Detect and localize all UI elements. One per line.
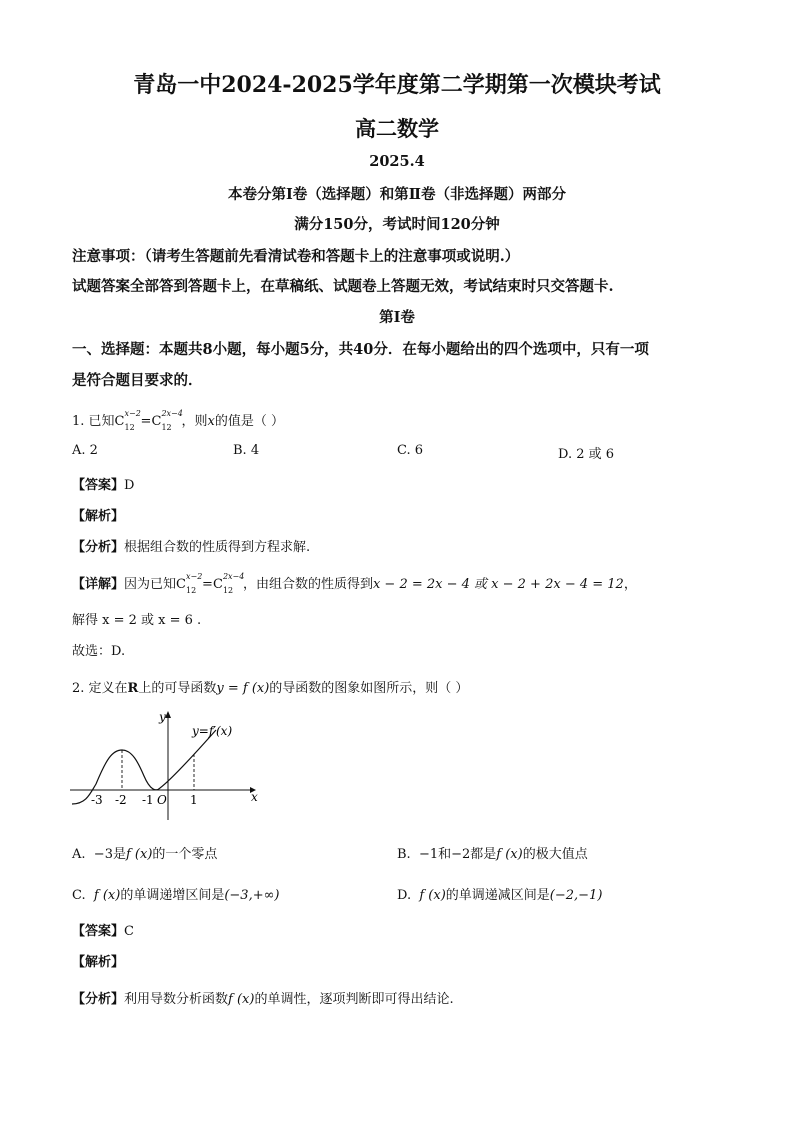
q2-option-d-func: f (x) — [419, 888, 446, 903]
q2-option-a-func: f (x) — [125, 847, 153, 862]
q2-option-c-text: 的单调递增区间是 — [120, 888, 225, 903]
q2-answer-label: 【答案】 — [72, 924, 125, 939]
q2-answer — [72, 920, 134, 939]
q2-fenxi-func: f (x) — [228, 992, 255, 1007]
q2-option-b-text-b: 的极大值点 — [522, 847, 588, 862]
q1-option-c: C. 6 — [397, 443, 424, 458]
q1-fenxi — [72, 536, 310, 555]
q2-stem-func: y = f (x) — [216, 681, 270, 696]
q2-fenxi-label: 【分析】 — [72, 992, 125, 1007]
y-axis-label: y — [159, 710, 166, 724]
notes-label: 注意事项： — [72, 248, 145, 265]
q1-fenxi-label: 【分析】 — [72, 540, 125, 555]
q2-fenxi-text-a: 利用导数分析函数 — [124, 992, 229, 1007]
q2-stem-r: R — [127, 681, 139, 696]
q1-detail-equals: = — [202, 577, 213, 592]
q2-stem-b: 上的可导函数 — [138, 681, 217, 696]
exam-subject: 高二数学 — [355, 116, 439, 141]
q2-option-a-text-b: 的一个零点 — [152, 847, 218, 862]
section-instruction-2: 是符合题目要求的． — [72, 372, 203, 389]
q2-fenxi — [72, 988, 454, 1007]
q1-detail-comb-right-sup: 2x−4 — [222, 572, 245, 581]
q2-answer-value: C — [124, 924, 134, 939]
q1-detail-label: 【详解】 — [72, 577, 125, 592]
q2-option-d-label: D. — [397, 888, 412, 903]
q1-detail-a: 因为已知 — [124, 577, 177, 592]
q1-detail-b: ，由组合数的性质得到 — [242, 577, 373, 592]
q1-option-b: B. 4 — [233, 443, 260, 458]
q2-option-a — [72, 843, 217, 862]
x-axis-label: x — [251, 790, 258, 804]
q1-analysis-label: 【解析】 — [72, 509, 125, 524]
q1-suffix-a: ，则 — [181, 414, 208, 429]
tick-1: 1 — [190, 793, 198, 807]
q1-comb-left: C x−2 12 — [114, 409, 141, 432]
q2-fenxi-text-b: 的单调性，逐项判断即可得出结论. — [254, 992, 454, 1007]
curve-label: y=f′(x) — [192, 724, 233, 738]
q2-option-c-interval: (−3,+∞) — [224, 888, 280, 903]
q1-comb-left-sup: x−2 — [124, 409, 141, 418]
q2-option-d-text: 的单调递减区间是 — [445, 888, 550, 903]
q2-option-b-func: f (x) — [496, 847, 523, 862]
q2-option-d-interval: (−2,−1) — [549, 888, 603, 903]
q1-comb-right-sup: 2x−4 — [161, 409, 183, 418]
exam-score-time: 满分150分，考试时间120分钟 — [294, 216, 500, 233]
q1-detail-comb-left-sub: 12 — [186, 586, 197, 595]
q1-stem — [72, 409, 284, 432]
exam-structure: 本卷分第Ⅰ卷（选择题）和第Ⅱ卷（非选择题）两部分 — [227, 186, 566, 203]
q2-option-b-text-a: −1和−2都是 — [418, 847, 497, 862]
q1-solve: 解得 x = 2 或 x = 6 . — [72, 613, 202, 628]
q1-comb-right: C 2x−4 12 — [151, 409, 183, 432]
q1-option-d: D. 2 或 6 — [558, 447, 615, 462]
notes-line-2: 试题答案全部答到答题卡上，在草稿纸、试题卷上答题无效，考试结束时只交答题卡. — [72, 278, 614, 295]
tick-minus-2: -2 — [115, 793, 127, 807]
q2-option-a-text-a: −3是 — [93, 847, 126, 862]
q2-option-c-func: f (x) — [93, 888, 121, 903]
q2-option-c — [72, 884, 280, 903]
volume-heading: 第Ⅰ卷 — [379, 309, 415, 326]
q2-option-d — [397, 884, 602, 903]
derivative-graph — [68, 708, 258, 826]
q1-answer — [72, 474, 134, 493]
q2-stem-c: 的导函数的图象如图所示，则（ ） — [269, 681, 469, 696]
notes-line-1 — [72, 245, 519, 266]
q1-detail-c: ， — [623, 577, 637, 592]
q1-detail-comb-left: C x−2 12 — [176, 572, 203, 595]
exam-title: 青岛一中2024-2025学年度第二学期第一次模块考试 — [133, 72, 661, 98]
section-instruction-1: 一、选择题：本题共8小题，每小题5分，共40分．在每小题给出的四个选项中，只有一项 — [72, 341, 649, 358]
q2-option-b-label: B. — [397, 847, 411, 862]
q1-var: x — [207, 414, 215, 429]
q1-answer-label: 【答案】 — [72, 478, 125, 493]
q1-equals: = — [140, 414, 152, 429]
q1-comb-left-sub: 12 — [124, 423, 135, 432]
q1-detail-comb-right: C 2x−4 12 — [212, 572, 245, 595]
q2-analysis-label: 【解析】 — [72, 955, 125, 970]
q1-detail-eq: x − 2 = 2x − 4 或 x − 2 + 2x − 4 = 12 — [372, 577, 624, 592]
exam-date: 2025.4 — [369, 153, 425, 170]
q1-comb-right-sub: 12 — [161, 423, 172, 432]
tick-minus-3: -3 — [91, 793, 103, 807]
q1-option-a: A. 2 — [72, 443, 98, 458]
y-axis-arrow-icon — [165, 711, 171, 718]
q1-answer-value: D — [124, 478, 135, 493]
q1-suffix-b: 的值是（ ） — [214, 414, 284, 429]
q1-choose: 故选：D. — [72, 644, 126, 659]
tick-minus-1: -1 — [142, 793, 154, 807]
q2-option-b — [397, 843, 588, 862]
q1-detail — [72, 572, 637, 595]
q2-stem-a: 2. 定义在 — [72, 681, 128, 696]
notes-text: （请考生答题前先看清试卷和答题卡上的注意事项或说明.） — [144, 248, 520, 265]
origin-label: O — [157, 793, 167, 807]
q2-option-a-label: A. — [72, 847, 86, 862]
q1-fenxi-text: 根据组合数的性质得到方程求解. — [124, 540, 311, 555]
q1-detail-comb-right-sub: 12 — [222, 586, 234, 595]
q1-prefix: 1. 已知 — [72, 414, 115, 429]
q2-stem — [72, 677, 468, 696]
q1-detail-comb-left-sup: x−2 — [186, 572, 203, 581]
q2-option-c-label: C. — [72, 888, 86, 903]
